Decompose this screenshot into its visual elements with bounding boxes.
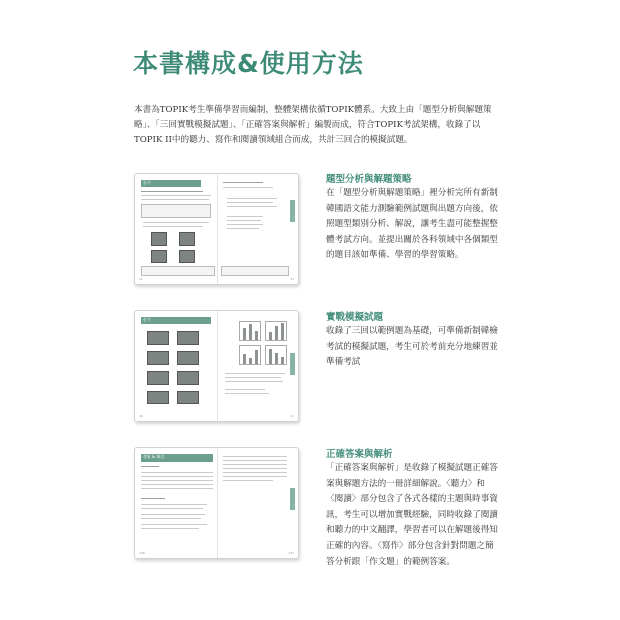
section-heading-answers: 正確答案與解析 <box>326 449 393 460</box>
thumbnail-header-bar: 듣기 <box>141 317 211 324</box>
section-heading-practice-test: 實戰模擬試題 <box>326 312 384 323</box>
thumbnail-header-bar: 정답 & 해설 <box>141 454 213 462</box>
thumbnail-analysis-pages: 듣기 11 11 <box>134 173 299 285</box>
intro-paragraph: 本書為TOPIK考生準備學習而編制，整體架構依循TOPIK體系。大致上由「題型分析與解題策略」、「三回實戰模擬試題」、「正確答案與解析」編製而成，符合TOPIK考試架構，收錄了以TOPIK II中的聽力、寫作和閱讀領域組合而成，共計三回合的模擬試題。 <box>134 105 492 145</box>
thumbnail-header-bar: 듣기 <box>141 180 201 187</box>
thumbnail-answers-pages: 정답 & 해설 136 137 <box>134 447 299 559</box>
section-body-answers: 「正確答案與解析」是收錄了模擬試題正確答案與解題方法的一冊詳細解說。〈聽力〉和〈閱讀〉部分包含了各式各樣的主題與時事資訊，考生可以增加實戰經驗，同時收錄了閱讀和聽力的中文翻譯，學習者可以在解題後得知正確的內容。〈寫作〉部分包含針對問題之簡答分析跟「作文題」的範例答案。 <box>326 463 498 567</box>
page-title: 本書構成&使用方法 <box>133 49 364 78</box>
section-body-analysis: 在「題型分析與解題策略」裡分析完所有新制韓國語文能力測驗範例試題與出題方向後，依照題型類別分析、解說，讓考生盡可能整握整體考試方向。並提出關於各科領域中各個類型的題目該如準備、學習的學習策略。 <box>326 188 498 261</box>
thumbnail-practice-test-pages: 듣기 40 41 <box>134 310 299 422</box>
section-heading-analysis: 題型分析與解題策略 <box>326 174 412 185</box>
section-body-practice-test: 收錄了三回以範例題為基礎，可準備新制韓檢考試的模擬試題，考生可於考前充分地練習並準備考試 <box>326 326 498 368</box>
